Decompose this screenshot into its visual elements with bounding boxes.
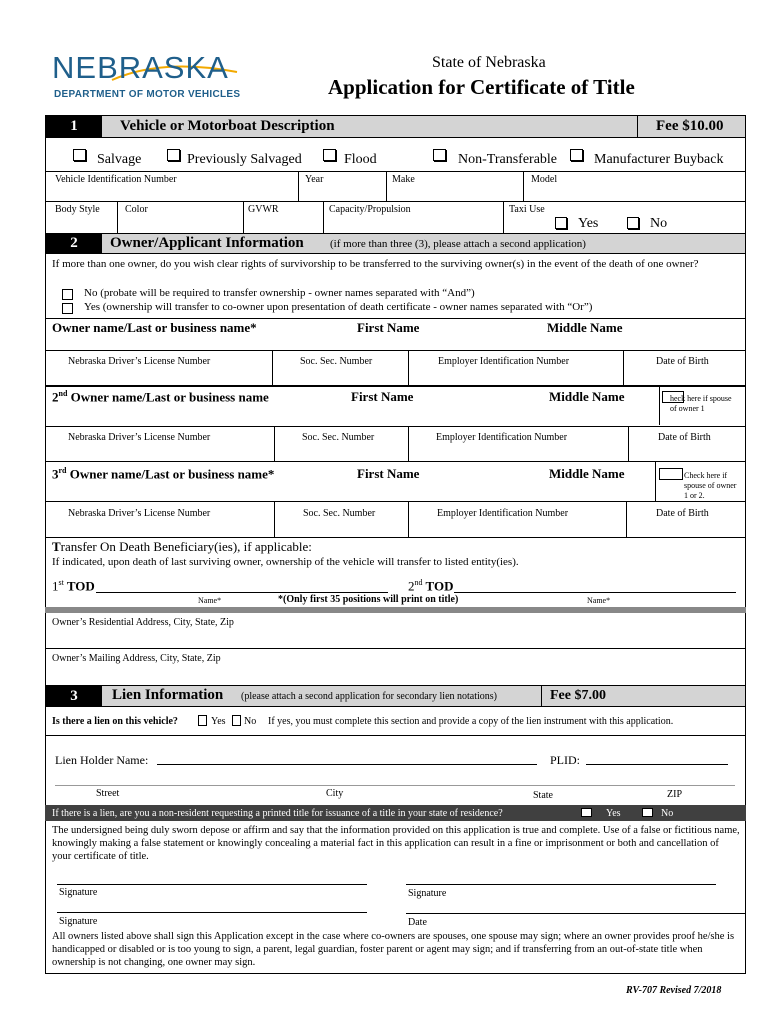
tod-title: Transfer On Death Beneficiary(ies), if applicable: bbox=[52, 539, 312, 554]
owner1-ssn-label: Soc. Sec. Number bbox=[300, 356, 373, 367]
survivorship-no-label: No (probate will be required to transfer ownership - owner names separated with “And”) bbox=[84, 287, 475, 299]
owner3-dob-label: Date of Birth bbox=[656, 508, 709, 519]
owner2-middle-name-label: Middle Name bbox=[549, 389, 625, 404]
residential-address-field[interactable] bbox=[46, 630, 744, 646]
signature-line-1[interactable] bbox=[57, 884, 367, 885]
logo-subtitle: DEPARTMENT OF MOTOR VEHICLES bbox=[54, 89, 241, 100]
option-non-transferable-label: Non-Transferable bbox=[458, 152, 558, 167]
gvwr-label: GVWR bbox=[248, 204, 279, 215]
street-label: Street bbox=[96, 788, 120, 799]
checkbox-nonresident-yes[interactable] bbox=[581, 808, 592, 817]
owner2-dob-label: Date of Birth bbox=[658, 432, 711, 443]
option-flood-label: Flood bbox=[344, 152, 377, 167]
option-previously-salvaged-label: Previously Salvaged bbox=[187, 152, 302, 167]
lien-no-label: No bbox=[244, 716, 257, 727]
nonresident-question: If there is a lien, are you a non-resident requesting a printed title for issuance of a title in your state of residence? bbox=[52, 808, 503, 819]
owner3-name-field[interactable] bbox=[46, 484, 654, 500]
checkbox-salvage[interactable] bbox=[73, 149, 86, 161]
make-label: Make bbox=[392, 174, 415, 185]
tod-description: If indicated, upon death of last surviving owner, ownership of the vehicle will transfer to listed entity(ies). bbox=[52, 556, 519, 568]
owner2-name-field[interactable] bbox=[46, 406, 658, 422]
owner3-last-name-label: 3rd Owner name/Last or business name* bbox=[52, 466, 275, 482]
owner1-ein-label: Employer Identification Number bbox=[438, 356, 570, 367]
owner2-spouse-note: heck here if spouse of owner 1 bbox=[670, 394, 732, 413]
section-3-title: Lien Information bbox=[112, 687, 224, 703]
taxi-use-label: Taxi Use bbox=[509, 204, 545, 215]
year-field[interactable] bbox=[299, 186, 385, 200]
checkbox-taxi-yes[interactable] bbox=[555, 217, 567, 229]
lien-instruction: If yes, you must complete this section and provide a copy of the lien instrument with this application. bbox=[268, 716, 674, 727]
checkbox-lien-no[interactable] bbox=[232, 715, 241, 726]
option-manufacturer-buyback-label: Manufacturer Buyback bbox=[594, 152, 724, 167]
owner1-dl-label: Nebraska Driver’s License Number bbox=[68, 356, 211, 367]
mailing-address-label: Owner’s Mailing Address, City, State, Zip bbox=[52, 653, 221, 664]
checkbox-survivorship-no[interactable] bbox=[62, 289, 73, 300]
signature-3-label: Signature bbox=[59, 916, 98, 927]
checkbox-previously-salvaged[interactable] bbox=[167, 149, 180, 161]
owner1-middle-name-label: Middle Name bbox=[547, 320, 623, 335]
vin-field[interactable] bbox=[46, 186, 297, 200]
owner1-dob-label: Date of Birth bbox=[656, 356, 709, 367]
tod1-name-caption: Name* bbox=[198, 596, 222, 605]
model-label: Model bbox=[531, 174, 558, 185]
section-1-number: 1 bbox=[46, 116, 102, 137]
owner1-name-field[interactable] bbox=[46, 336, 744, 348]
owner1-last-name-label: Owner name/Last or business name* bbox=[52, 320, 257, 335]
owner3-spouse-note: Check here if spouse of owner 1 or 2. bbox=[684, 471, 737, 500]
checkbox-manufacturer-buyback[interactable] bbox=[570, 149, 583, 161]
signature-line-3[interactable] bbox=[57, 912, 367, 913]
year-label: Year bbox=[305, 174, 324, 185]
owner1-first-name-label: First Name bbox=[357, 320, 420, 335]
section-1-fee: Fee $10.00 bbox=[656, 118, 724, 134]
make-field[interactable] bbox=[387, 186, 522, 200]
owner3-ein-label: Employer Identification Number bbox=[437, 508, 569, 519]
section-3-number: 3 bbox=[46, 686, 102, 706]
checkbox-lien-yes[interactable] bbox=[198, 715, 207, 726]
signature-2-label: Signature bbox=[408, 888, 447, 899]
residential-address-label: Owner’s Residential Address, City, State, Zip bbox=[52, 617, 234, 628]
tod1-field[interactable] bbox=[96, 592, 388, 593]
checkbox-survivorship-yes[interactable] bbox=[62, 303, 73, 314]
owner3-middle-name-label: Middle Name bbox=[549, 466, 625, 481]
mailing-address-field[interactable] bbox=[46, 666, 744, 680]
checkbox-non-transferable[interactable] bbox=[433, 149, 446, 161]
owner2-ein-label: Employer Identification Number bbox=[436, 432, 568, 443]
logo-wordmark: NEBRASKA bbox=[52, 50, 229, 85]
owner2-ssn-label: Soc. Sec. Number bbox=[302, 432, 375, 443]
signature-1-label: Signature bbox=[59, 887, 98, 898]
model-field[interactable] bbox=[524, 186, 744, 200]
nonresident-yes-label: Yes bbox=[606, 808, 621, 819]
lien-yes-label: Yes bbox=[211, 716, 226, 727]
date-line[interactable] bbox=[406, 913, 746, 914]
survivorship-question: If more than one owner, do you wish clear rights of survivorship to be transferred to the surviving owner(s) in the event of the death of one owner? bbox=[52, 258, 699, 270]
state-label: State bbox=[533, 790, 553, 801]
page-title: Application for Certificate of Title bbox=[328, 75, 635, 99]
section-3-fee: Fee $7.00 bbox=[550, 688, 606, 703]
lien-holder-label: Lien Holder Name: bbox=[55, 753, 149, 767]
owner2-first-name-label: First Name bbox=[351, 389, 414, 404]
checkbox-taxi-no[interactable] bbox=[627, 217, 639, 229]
section-1-title: Vehicle or Motorboat Description bbox=[120, 118, 335, 134]
checkbox-flood[interactable] bbox=[323, 149, 336, 161]
lien-holder-field[interactable] bbox=[157, 764, 537, 765]
zip-label: ZIP bbox=[667, 789, 682, 800]
lien-question: Is there a lien on this vehicle? bbox=[52, 716, 178, 727]
state-heading: State of Nebraska bbox=[432, 54, 546, 71]
date-label: Date bbox=[408, 917, 427, 928]
vin-label: Vehicle Identification Number bbox=[55, 174, 177, 185]
plid-field[interactable] bbox=[586, 764, 728, 765]
city-label: City bbox=[326, 788, 344, 799]
tod2-field[interactable] bbox=[454, 592, 736, 593]
only-35-note: *(Only first 35 positions will print on title) bbox=[278, 594, 459, 605]
signing-instructions: All owners listed above shall sign this Application except in the case where co-owners are spouses, one spouse may sign; where an owner provides proof he/she is handicapped or disabled or is too young to sign, a parent, legal guardian, foster parent or agent may sign; and if transferring from an out-of-state title when ownership is not changing, one owner may sign. bbox=[52, 931, 735, 968]
capacity-label: Capacity/Propulsion bbox=[329, 204, 411, 215]
section-2-number: 2 bbox=[46, 234, 102, 253]
option-salvage-label: Salvage bbox=[97, 152, 142, 167]
dmv-logo bbox=[52, 50, 242, 102]
signature-line-2[interactable] bbox=[406, 884, 716, 885]
taxi-yes-label: Yes bbox=[578, 216, 599, 231]
plid-label: PLID: bbox=[550, 753, 580, 767]
owner3-first-name-label: First Name bbox=[357, 466, 420, 481]
tod2-name-caption: Name* bbox=[587, 596, 611, 605]
nonresident-no-label: No bbox=[661, 808, 674, 819]
owner3-dl-label: Nebraska Driver’s License Number bbox=[68, 508, 211, 519]
taxi-no-label: No bbox=[650, 216, 668, 231]
form-id: RV-707 Revised 7/2018 bbox=[626, 985, 722, 996]
section-2-note: (if more than three (3), please attach a second application) bbox=[330, 238, 586, 250]
lien-address-field[interactable] bbox=[55, 773, 735, 783]
tod1-label: 1st TOD bbox=[52, 578, 95, 594]
affirmation-text: The undersigned being duly sworn depose or affirm and say that the information provided on this application is true and complete. Use of a false or fictitious name, knowingly making a false statement or knowingly concealing a material fact in this application can result in a fine or imprisonment or both and cancellation of your certificate of title. bbox=[52, 825, 740, 862]
color-label: Color bbox=[125, 204, 148, 215]
owner2-last-name-label: 2nd Owner name/Last or business name bbox=[52, 389, 269, 405]
checkbox-owner3-spouse[interactable] bbox=[659, 468, 683, 480]
section-3-note: (please attach a second application for secondary lien notations) bbox=[241, 691, 498, 702]
body-style-label: Body Style bbox=[55, 204, 100, 215]
owner2-dl-label: Nebraska Driver’s License Number bbox=[68, 432, 211, 443]
tod2-label: 2nd TOD bbox=[408, 578, 454, 594]
section-2-title: Owner/Applicant Information bbox=[110, 235, 304, 251]
checkbox-nonresident-no[interactable] bbox=[642, 808, 653, 817]
owner3-ssn-label: Soc. Sec. Number bbox=[303, 508, 376, 519]
survivorship-yes-label: Yes (ownership will transfer to co-owner upon presentation of death certificate - owner names separated with “Or”) bbox=[84, 301, 593, 313]
